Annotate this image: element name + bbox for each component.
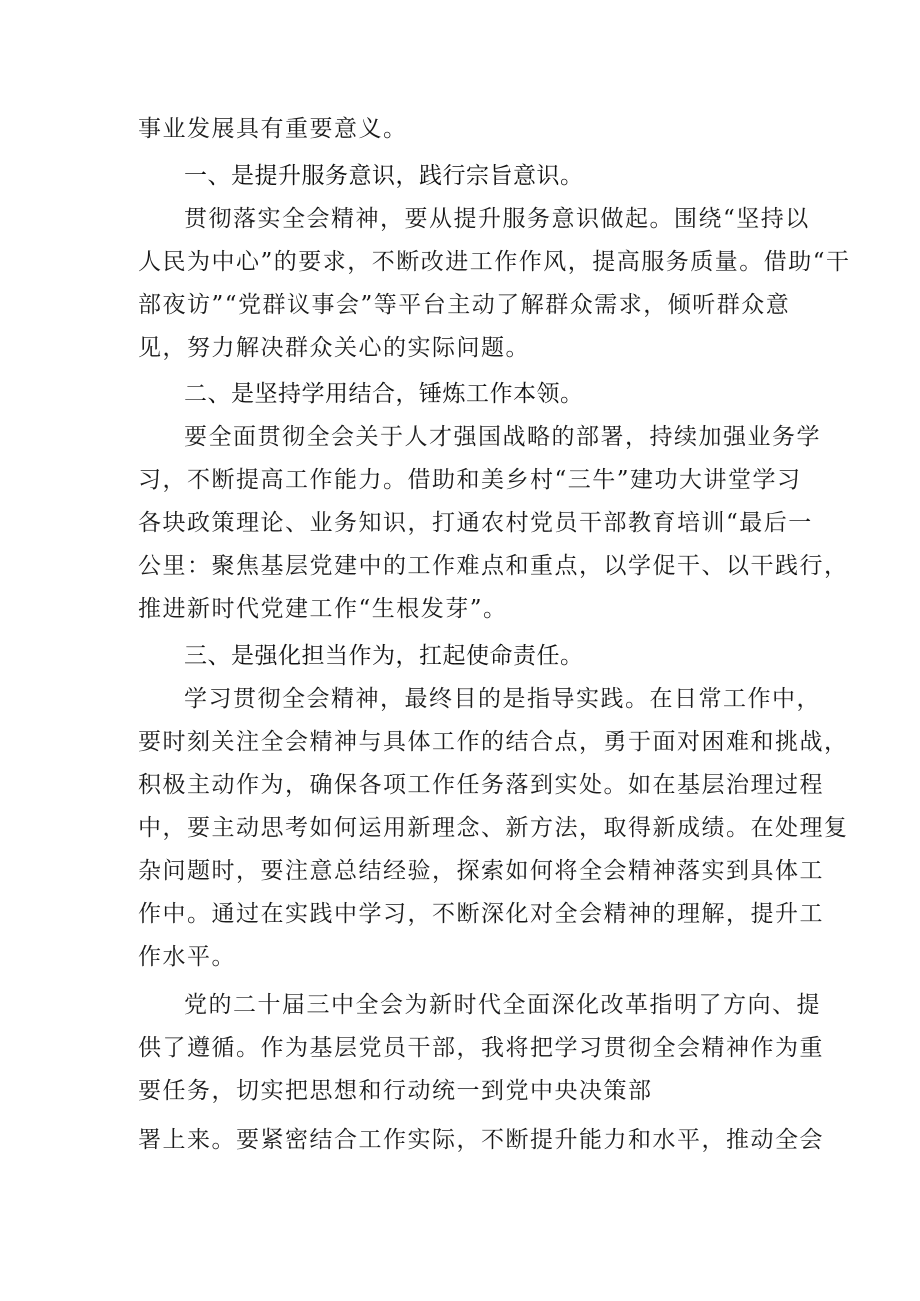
section-heading-1: 一、是提升服务意识，践行宗旨意识。 xyxy=(184,163,584,189)
text-line: 习，不断提高工作能力。借助和美乡村“三牛”建功大讲堂学习 xyxy=(138,467,802,493)
text-line: 中，要主动思考如何运用新理念、新方法，取得新成绩。在处理复 xyxy=(138,815,849,841)
text-line: 公里：聚焦基层党建中的工作难点和重点，以学促干、以干践行， xyxy=(138,553,849,579)
text-line: 部夜访”“党群议事会”等平台主动了解群众需求，倾听群众意 xyxy=(138,292,791,318)
text-line: 各块政策理论、业务知识，打通农村党员干部教育培训“最后一 xyxy=(138,510,813,536)
text-line: 要时刻关注全会精神与具体工作的结合点，勇于面对困难和挑战， xyxy=(138,729,849,755)
text-line: 事业发展具有重要意义。 xyxy=(138,116,408,142)
text-line: 推进新时代党建工作“生根发芽”。 xyxy=(138,596,508,622)
text-line: 见，努力解决群众关心的实际问题。 xyxy=(138,335,530,361)
text-line: 供了遵循。作为基层党员干部，我将把学习贯彻全会精神作为重 xyxy=(138,1035,824,1061)
section-heading-3: 三、是强化担当作为，扛起使命责任。 xyxy=(184,643,584,669)
text-line: 学习贯彻全会精神，最终目的是指导实践。在日常工作中， xyxy=(184,686,821,712)
text-line: 要任务，切实把思想和行动统一到党中央决策部 xyxy=(138,1078,653,1104)
text-line: 作中。通过在实践中学习，不断深化对全会精神的理解，提升工 xyxy=(138,901,824,927)
section-heading-2: 二、是坚持学用结合，锤炼工作本领。 xyxy=(184,381,584,407)
text-line: 署上来。要紧密结合工作实际，不断提升能力和水平，推动全会 xyxy=(138,1127,824,1153)
text-line: 要全面贯彻全会关于人才强国战略的部署，持续加强业务学 xyxy=(184,424,821,450)
text-line: 作水平。 xyxy=(138,944,236,970)
text-line: 积极主动作为，确保各项工作任务落到实处。如在基层治理过程 xyxy=(138,772,824,798)
text-line: 杂问题时，要注意总结经验，探索如何将全会精神落实到具体工 xyxy=(138,858,824,884)
text-line: 党的二十届三中全会为新时代全面深化改革指明了方向、提 xyxy=(184,992,821,1018)
text-line: 人民为中心”的要求，不断改进工作作风，提高服务质量。借助“干 xyxy=(138,249,851,275)
text-line: 贯彻落实全会精神，要从提升服务意识做起。围绕“坚持以 xyxy=(184,206,810,232)
